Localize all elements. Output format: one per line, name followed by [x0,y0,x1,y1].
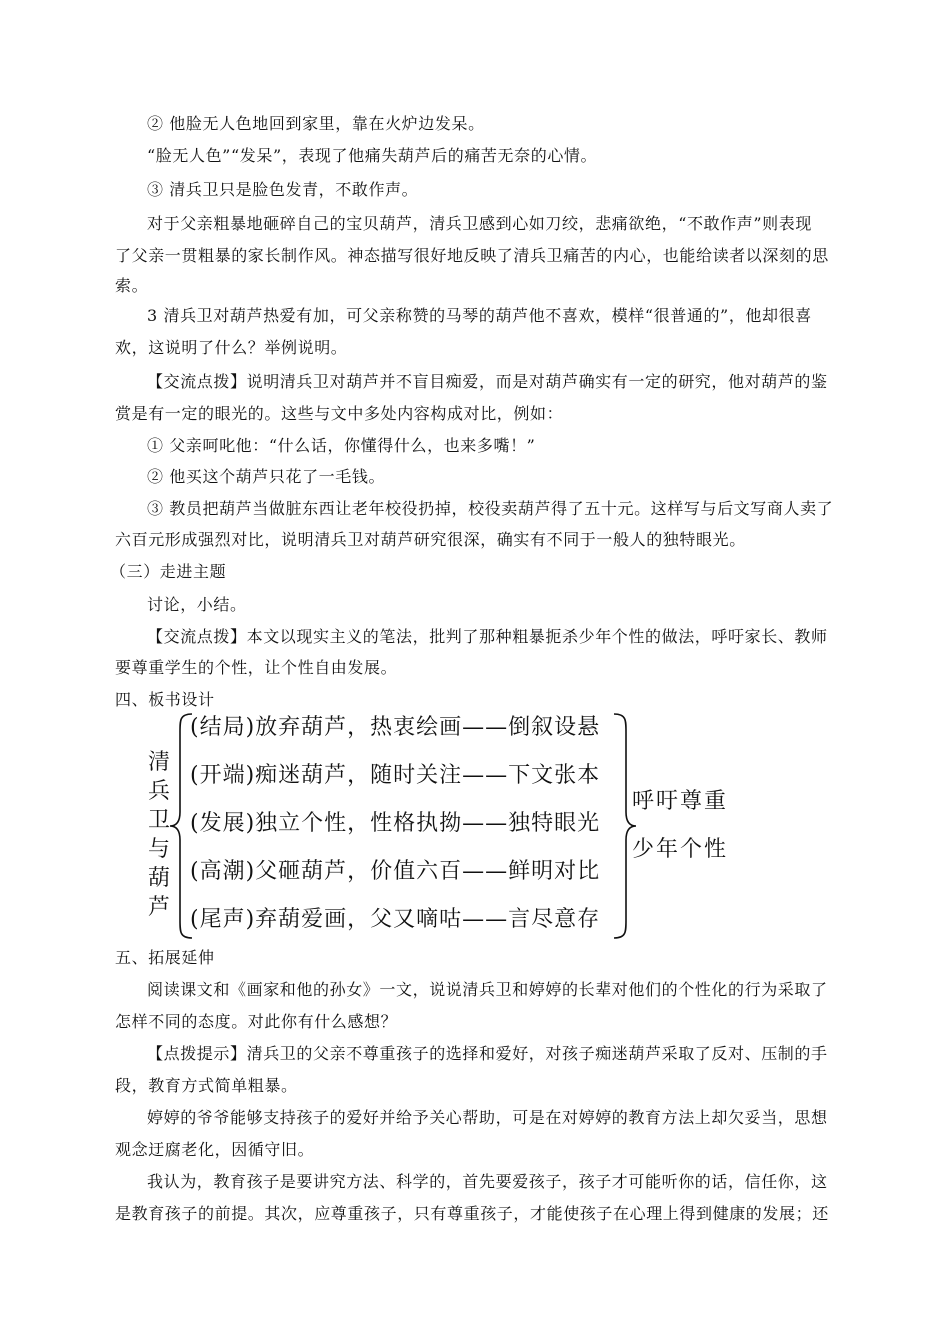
title-char: 清 [147,750,170,775]
paragraph-line-cont: 怎样不同的态度。对此你有什么感想？ [115,1012,398,1031]
list-item: ③ 教员把葫芦当做脏东西让老年校役扔掉，校役卖葫芦得了五十元。这样写与后文写商人卖了 [147,499,834,518]
title-char: 芦 [147,895,170,920]
board-row: (发展)独立个性，性格执拗——独特眼光 [190,811,601,836]
summary-line-cont: 要尊重学生的个性，让个性自由发展。 [115,658,398,677]
example-2-quote: ② 他脸无人色地回到家里，靠在火炉边发呆。 [147,114,485,133]
list-item: ① 父亲呵叱他：“什么话，你懂得什么，也来多嘴！” [147,436,536,455]
question-3: 3 清兵卫对葫芦热爱有加，可父亲称赞的马琴的葫芦他不喜欢，模样“很普通的”，他却很喜 [147,306,812,325]
paragraph-line-cont: 是教育孩子的前提。其次，应尊重孩子，只有尊重孩子，才能使孩子在心理上得到健康的发展；还 [115,1204,829,1223]
list-item: ② 他买这个葫芦只花了一毛钱。 [147,467,386,486]
title-char: 卫 [147,808,170,833]
example-2-analysis: “脸无人色”“发呆”，表现了他痛失葫芦后的痛苦无奈的心情。 [147,146,598,165]
answer-3-cont: 赏是有一定的眼光的。这些与文中多处内容构成对比，例如： [115,404,564,423]
paragraph-line: 婷婷的爷爷能够支持孩子的爱好并给予关心帮助，可是在对婷婷的教育方法上却欠妥当，思想 [147,1108,828,1127]
section-heading: 四、板书设计 [115,690,215,709]
board-row: (开端)痴迷葫芦，随时关注——下文张本 [190,763,601,788]
answer-3: 【交流点拨】说明清兵卫对葫芦并不盲目痴爱，而是对葫芦确实有一定的研究，他对葫芦的鉴 [147,372,828,391]
paragraph-line: 了父亲一贯粗暴的家长制作风。神态描写很好地反映了清兵卫痛苦的内心，也能给读者以深刻的思 [115,246,829,265]
section-heading: 五、拓展延伸 [115,948,215,967]
paragraph-line: 对于父亲粗暴地砸碎自己的宝贝葫芦，清兵卫感到心如刀绞，悲痛欲绝，“不敢作声”则表现 [147,214,812,233]
title-char: 兵 [147,779,170,804]
board-row: (尾声)弃葫爱画，父又嘀咕——言尽意存 [190,907,601,932]
list-item-cont: 六百元形成强烈对比，说明清兵卫对葫芦研究很深，确实有不同于一般人的独特眼光。 [115,530,746,549]
board-conclusion: 少年个性 [632,837,729,862]
summary-line: 【交流点拨】本文以现实主义的笔法，批判了那种粗暴扼杀少年个性的做法，呼吁家长、教师 [147,627,828,646]
paragraph-line: 阅读课文和《画家和他的孙女》一文，说说清兵卫和婷婷的长辈对他们的个性化的行为采取了 [147,980,828,999]
title-char: 与 [147,837,170,862]
paragraph-line-cont: 观念迂腐老化，因循守旧。 [115,1140,315,1159]
board-vertical-title [146,748,172,922]
board-row: (高潮)父砸葫芦，价值六百——鲜明对比 [190,859,601,884]
board-design [140,712,760,940]
question-3-cont: 欢，这说明了什么？举例说明。 [115,338,348,357]
hint-line: 【点拨提示】清兵卫的父亲不尊重孩子的选择和爱好，对孩子痴迷葫芦采取了反对、压制的手 [147,1044,828,1063]
example-3-quote: ③ 清兵卫只是脸色发青，不敢作声。 [147,180,419,199]
hint-line-cont: 段，教育方式简单粗暴。 [115,1076,298,1095]
board-conclusion: 呼吁尊重 [632,789,729,814]
paragraph-line: 讨论，小结。 [147,595,247,614]
board-row: (结局)放弃葫芦，热衷绘画——倒叙设悬 [190,715,601,740]
paragraph-line: 我认为，教育孩子是要讲究方法、科学的，首先要爱孩子，孩子才可能听你的话，信任你，这 [147,1172,828,1191]
section-heading: （三）走进主题 [110,562,227,581]
title-char: 葫 [147,866,170,891]
paragraph-line: 索。 [115,276,149,295]
